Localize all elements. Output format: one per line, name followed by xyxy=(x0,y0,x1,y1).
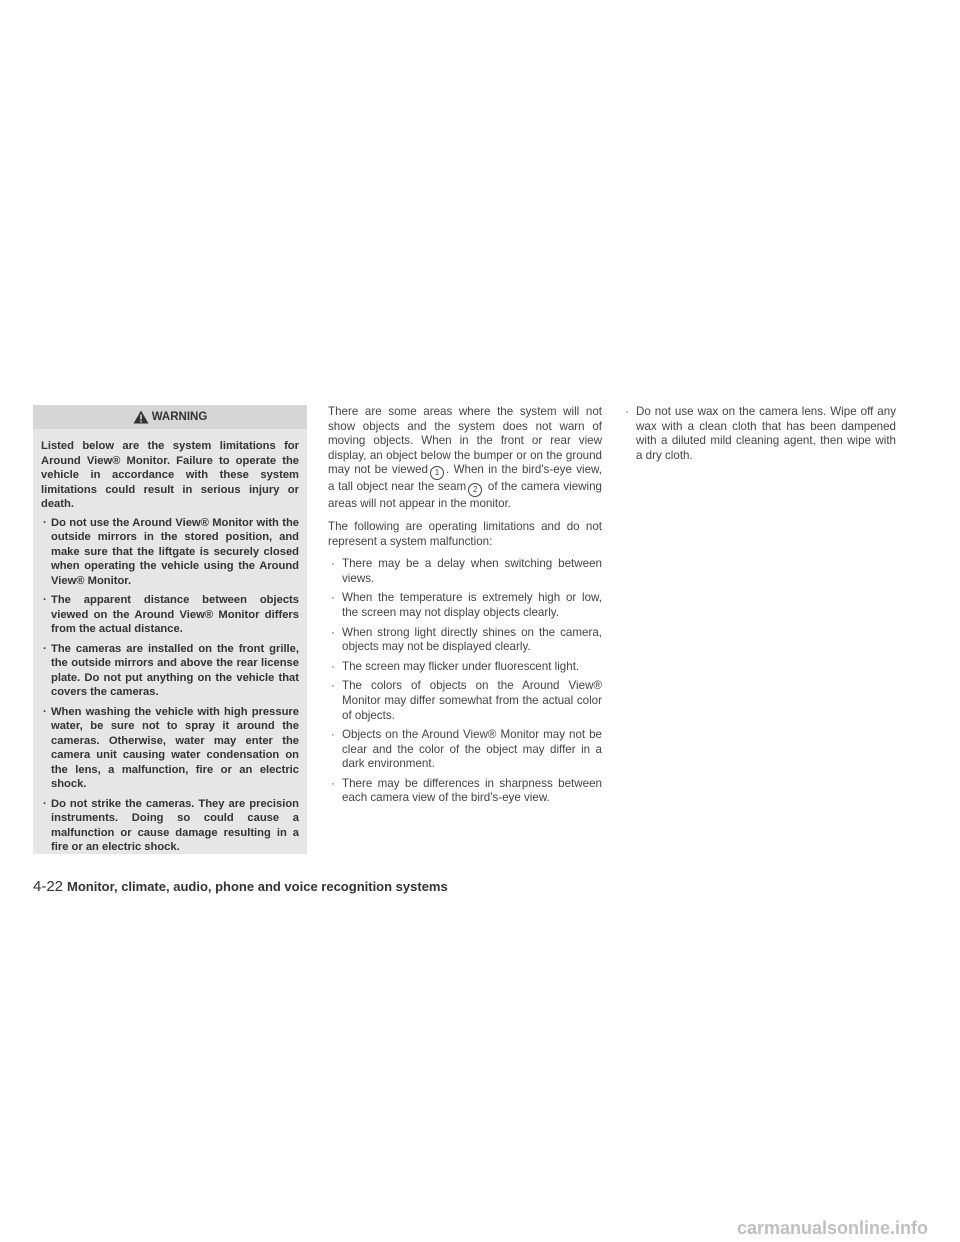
list-item: · When washing the vehicle with high pressure water, be sure not to spray it around the cameras. Otherwise, water may enter the camera unit causing water condensation on the lens, a malfunction, fire or an electric shock. xyxy=(41,705,299,792)
paragraph-text: There are some areas where the system will not show objects and the system does not warn of moving objects. When in the front or rear view display, an object below the bumper or on the ground may not be viewed xyxy=(328,405,602,477)
list-item: · When strong light directly shines on the camera, objects may not be displayed clearly. xyxy=(328,626,602,655)
page-footer xyxy=(33,878,448,895)
operating-limitations-list xyxy=(328,557,602,806)
limitations-paragraph xyxy=(328,405,602,512)
warning-body xyxy=(33,429,307,855)
callout-number: 2 xyxy=(468,483,482,497)
warning-intro: Listed below are the system limitations for Around View® Monitor. Failure to operate the vehicle in accordance with these system limitations could result in serious injury or death. xyxy=(41,440,299,510)
warning-title: WARNING xyxy=(151,411,208,423)
operating-limitations-intro: The following are operating limitations and do not represent a system malfunction: xyxy=(328,519,602,548)
list-item: · There may be a delay when switching between views. xyxy=(328,557,602,586)
column-middle xyxy=(328,405,602,811)
camera-care-list xyxy=(622,405,896,463)
watermark: carmanualsonline.info xyxy=(736,1218,928,1238)
list-item: · There may be differences in sharpness between each camera view of the bird's-eye view. xyxy=(328,777,602,806)
warning-list xyxy=(41,516,299,855)
warning-box xyxy=(33,405,307,854)
list-item: · When the temperature is extremely high or low, the screen may not display objects clearly. xyxy=(328,591,602,620)
column-right xyxy=(622,405,896,468)
paragraph-text: . When in the bird's-eye view, a tall object near the seam xyxy=(328,463,602,494)
warning-header xyxy=(33,405,307,429)
list-item: · Do not strike the cameras. They are precision instruments. Doing so could cause a malfunction or cause damage resulting in a fire or an electric shock. xyxy=(41,797,299,855)
section-title: Monitor, climate, audio, phone and voice recognition systems xyxy=(67,879,448,894)
warning-triangle-icon xyxy=(133,410,149,424)
list-item: · Do not use the Around View® Monitor with the outside mirrors in the stored position, and make sure that the liftgate is securely closed when operating the vehicle using the Around View® Monitor. xyxy=(41,516,299,589)
list-item: · Do not use wax on the camera lens. Wipe off any wax with a clean cloth that has been dampened with a diluted mild cleaning agent, then wipe with a dry cloth. xyxy=(622,405,896,463)
list-item: · The apparent distance between objects viewed on the Around View® Monitor differs from the actual distance. xyxy=(41,593,299,637)
list-item: · The colors of objects on the Around View® Monitor may differ somewhat from the actual color of objects. xyxy=(328,679,602,723)
page-number: 4-22 xyxy=(33,878,64,895)
list-item: · The cameras are installed on the front grille, the outside mirrors and above the rear license plate. Do not put anything on the vehicle that covers the cameras. xyxy=(41,642,299,700)
list-item: · Objects on the Around View® Monitor may not be clear and the color of the object may differ in a dark environment. xyxy=(328,728,602,772)
paragraph-text: of the camera viewing areas will not appear in the monitor. xyxy=(328,480,602,511)
callout-number: 1 xyxy=(430,466,444,480)
list-item: · The screen may flicker under fluorescent light. xyxy=(328,660,602,675)
